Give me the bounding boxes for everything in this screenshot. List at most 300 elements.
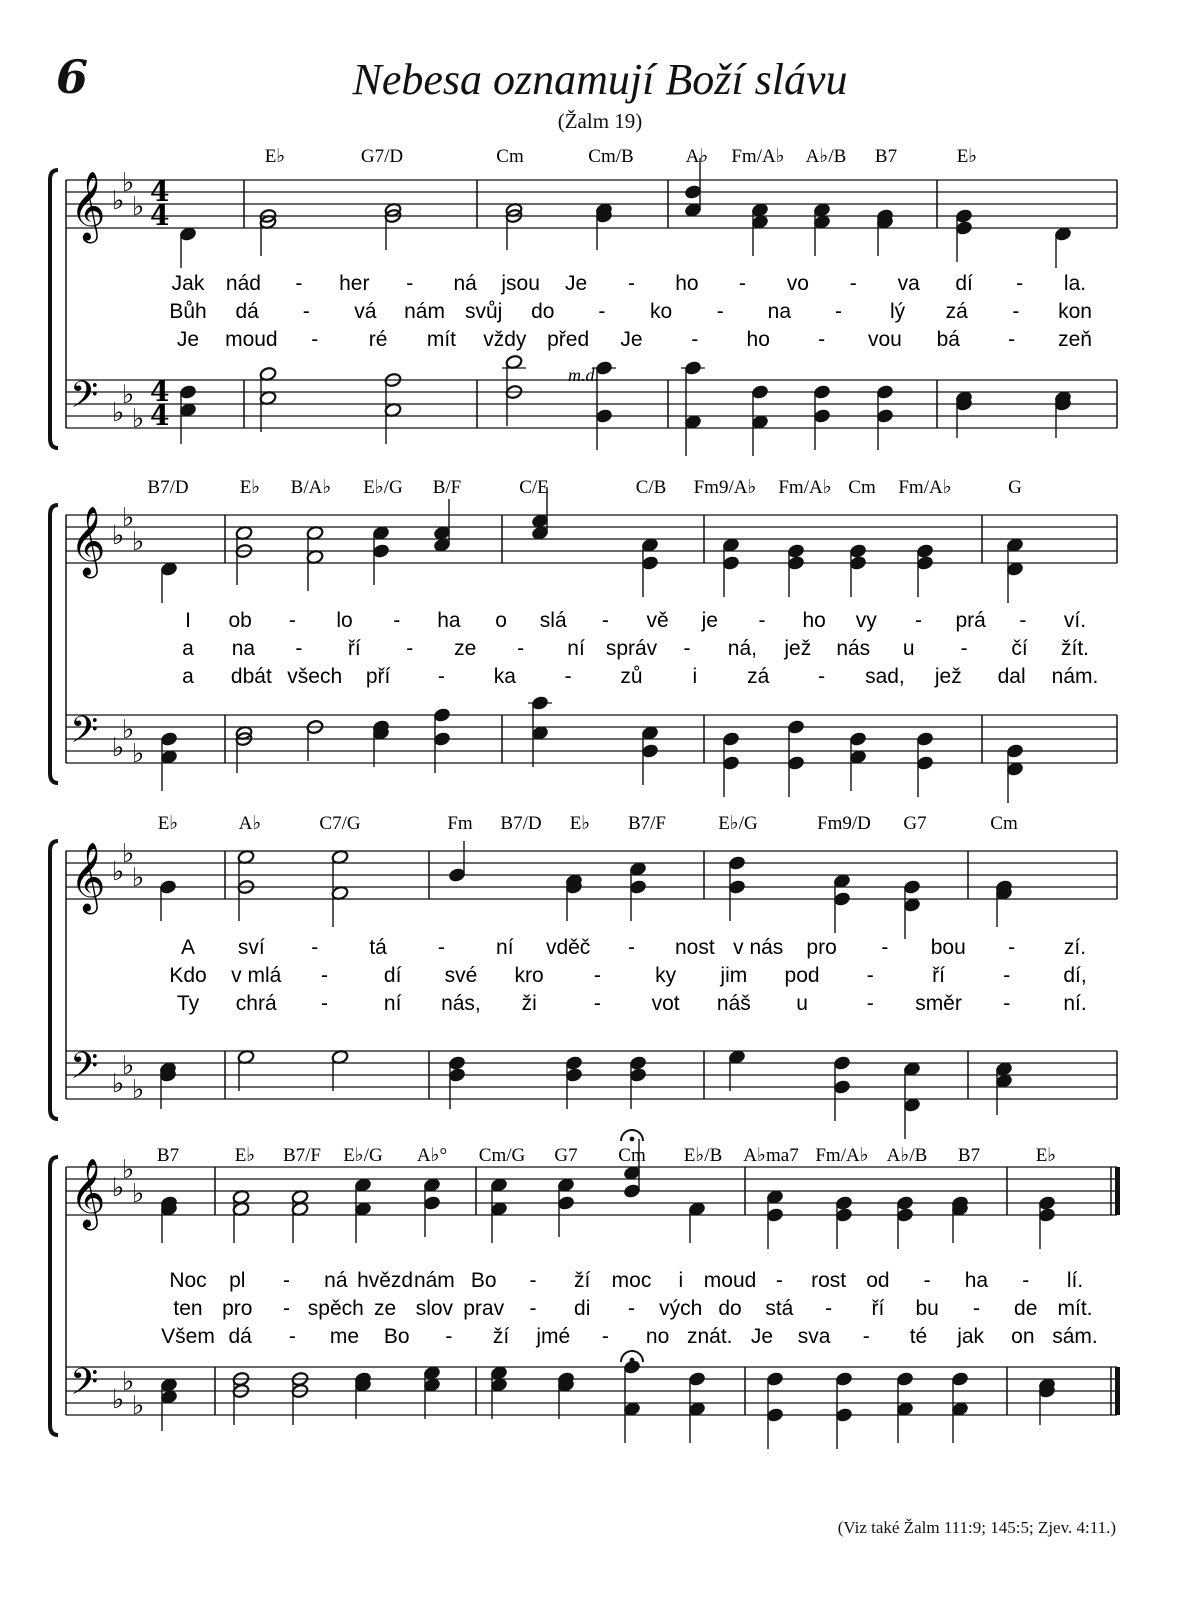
lyric-syllable: jim — [720, 964, 748, 987]
note-head — [916, 543, 934, 558]
time-signature: 4 — [150, 399, 170, 432]
chord-symbol: Fm9/A♭ — [693, 477, 757, 498]
lyric-syllable: vě — [646, 609, 669, 632]
lyric-syllable: rost — [811, 1269, 847, 1292]
lyric-syllable: žít. — [1060, 637, 1090, 660]
lyric-syllable: a — [182, 665, 194, 688]
lyric-syllable: Jak — [171, 272, 205, 295]
note-head — [629, 1067, 647, 1082]
flat-sign: ♭ — [112, 186, 125, 216]
chord-symbol: E♭ — [264, 146, 286, 167]
note-head — [160, 731, 178, 746]
lyric-syllable: jež — [934, 665, 962, 688]
lyric-syllable: pl — [229, 1269, 246, 1292]
note-head — [849, 731, 867, 746]
note-head — [787, 555, 805, 570]
syllable-hyphen: - — [834, 300, 842, 323]
chord-symbol: C7/G — [319, 813, 361, 834]
lyric-syllable: dí, — [1063, 964, 1087, 987]
lyric-syllable: sad, — [865, 665, 905, 688]
note-head — [423, 1195, 441, 1210]
note-head — [955, 220, 973, 235]
syllable-hyphen: - — [320, 964, 328, 987]
treble-staff — [66, 487, 1117, 603]
music-system — [50, 146, 1092, 448]
lyric-syllable: vo — [786, 272, 809, 295]
fermata-dot — [630, 1358, 635, 1363]
lyric-syllable: dí — [383, 964, 402, 987]
lyric-syllable: vou — [867, 328, 902, 351]
syllable-hyphen: - — [818, 328, 826, 351]
syllable-hyphen: - — [628, 936, 635, 959]
lyric-syllable: pro — [222, 1297, 253, 1320]
song-title: Nebesa oznamují Boží slávu — [352, 55, 848, 104]
note-head — [448, 1067, 466, 1082]
flat-sign: ♭ — [132, 1179, 145, 1209]
flat-sign: ♭ — [132, 527, 145, 557]
syllable-hyphen: - — [825, 1297, 833, 1320]
syllable-hyphen: - — [1012, 300, 1020, 323]
note-head — [179, 384, 197, 399]
syllable-hyphen: - — [960, 637, 968, 660]
lyric-syllable: a — [182, 637, 194, 660]
lyric-syllable: ze — [454, 637, 477, 660]
lyric-syllable: spěch — [307, 1297, 364, 1320]
system-bracket — [50, 170, 58, 448]
lyric-syllable: bu — [915, 1297, 939, 1320]
flat-sign: ♭ — [132, 192, 145, 222]
note-head — [629, 879, 647, 894]
syllable-hyphen: - — [818, 665, 826, 688]
syllable-hyphen: - — [1008, 328, 1016, 351]
lyric-syllable: dbát — [230, 665, 272, 688]
syllable-hyphen: - — [601, 609, 609, 632]
chord-symbol: A♭ma7 — [743, 1145, 799, 1166]
chord-symbol: E♭/G — [363, 477, 403, 498]
lyric-syllable: ní — [383, 992, 402, 1015]
lyric-syllable: A — [180, 936, 196, 959]
lyric-syllable: ka — [493, 665, 516, 688]
lyric-syllable: Je — [176, 328, 200, 351]
lyric-syllable: zá — [945, 300, 968, 323]
note-head — [916, 731, 934, 746]
syllable-hyphen: - — [849, 272, 857, 295]
lyric-syllable: la. — [1063, 272, 1087, 295]
note-head — [623, 1183, 641, 1198]
time-signature: 4 — [150, 375, 170, 408]
lyric-syllable: ří — [871, 1297, 885, 1320]
lyric-syllable: na — [767, 300, 792, 323]
lyric-syllable: bou — [930, 936, 966, 959]
lyric-syllable: ží — [574, 1269, 591, 1292]
flat-sign: ♭ — [122, 1051, 135, 1081]
chord-symbol: Fm/A♭ — [778, 477, 832, 498]
lyric-syllable: va — [897, 272, 920, 295]
syllable-hyphen: - — [295, 637, 303, 660]
note-head — [751, 384, 769, 399]
syllable-hyphen: - — [295, 272, 303, 295]
note-head — [835, 1371, 853, 1386]
lyric-syllable: vy — [855, 609, 877, 632]
system-bracket — [50, 841, 58, 1119]
syllable-hyphen: - — [529, 1269, 537, 1292]
lyric-syllable: zeň — [1058, 328, 1092, 351]
lyric-syllable: nám — [413, 1269, 455, 1292]
note-head — [159, 879, 177, 894]
lyric-syllable: vá — [354, 300, 377, 323]
lyric-syllable: náš — [716, 992, 751, 1015]
syllable-hyphen: - — [529, 1297, 537, 1320]
syllable-hyphen: - — [738, 272, 746, 295]
note-head — [951, 1371, 969, 1386]
lyric-syllable: ten — [173, 1297, 203, 1320]
lyric-syllable: u — [902, 637, 915, 660]
lyric-syllable: nám — [404, 300, 445, 323]
chord-symbol: E♭/B — [683, 1145, 723, 1166]
syllable-hyphen: - — [866, 964, 874, 987]
chord-symbol: E♭ — [956, 146, 978, 167]
note-head — [372, 543, 390, 558]
lyric-syllable: ní — [567, 637, 585, 660]
lyric-syllable: ho — [675, 272, 699, 295]
system-bracket — [50, 505, 58, 783]
lyric-syllable: i — [678, 1269, 684, 1292]
flat-sign: ♭ — [112, 1173, 125, 1203]
lyric-syllable: Ty — [176, 992, 200, 1015]
note-head — [433, 707, 451, 722]
lyric-syllable: bá — [936, 328, 960, 351]
lyric-syllable: vděč — [545, 936, 591, 959]
chord-symbol: B/F — [432, 477, 462, 498]
lyric-syllable: lý — [890, 300, 906, 323]
syllable-hyphen: - — [564, 665, 572, 688]
note-head — [896, 1207, 914, 1222]
final-barline-thick — [1115, 1367, 1120, 1415]
chord-symbol: Cm/G — [478, 1145, 526, 1166]
note-head — [448, 1055, 466, 1070]
lyric-syllable: me — [329, 1325, 360, 1348]
lyric-syllable: zá — [747, 665, 770, 688]
syllable-hyphen: - — [716, 300, 724, 323]
flat-sign: ♭ — [112, 398, 125, 428]
syllable-hyphen: - — [311, 328, 319, 351]
syllable-hyphen: - — [517, 637, 525, 660]
lyric-syllable: ži — [521, 992, 537, 1015]
chord-symbol: Cm — [848, 477, 876, 498]
lyric-syllable: ha — [437, 609, 461, 632]
song-subtitle: (Žalm 19) — [557, 109, 643, 133]
chord-symbol: A♭ — [238, 813, 262, 834]
note-head — [833, 891, 851, 906]
lyric-syllable: sám. — [1052, 1325, 1098, 1348]
chord-symbol: E♭/G — [343, 1145, 383, 1166]
note-head — [595, 408, 613, 423]
syllable-hyphen: - — [923, 1269, 931, 1292]
syllable-hyphen: - — [320, 992, 328, 1015]
lyric-syllable: dal — [997, 665, 1026, 688]
lyric-syllable: jsou — [501, 272, 540, 295]
time-signature: 4 — [150, 175, 170, 208]
syllable-hyphen: - — [445, 1325, 453, 1348]
chord-symbol: Cm — [496, 146, 524, 167]
lyric-syllable: ho — [802, 609, 826, 632]
flat-sign: ♭ — [122, 1367, 135, 1397]
chord-symbol: A♭/B — [886, 1145, 928, 1166]
lyric-syllable: pro — [806, 936, 837, 959]
syllable-hyphen: - — [302, 300, 310, 323]
chord-symbol: C/E — [519, 477, 549, 498]
lyric-syllable: di — [574, 1297, 591, 1320]
lyric-syllable: nost — [675, 936, 715, 959]
note-head — [1038, 1207, 1056, 1222]
lyric-syllable: ho — [746, 328, 770, 351]
note-head — [688, 1371, 706, 1386]
flat-sign: ♭ — [132, 1075, 145, 1105]
system-bracket — [50, 1157, 58, 1435]
note-head — [835, 1407, 853, 1422]
note-head — [813, 408, 831, 423]
note-head — [641, 555, 659, 570]
song-number: 6 — [56, 50, 89, 104]
lyric-syllable: Bo — [383, 1325, 410, 1348]
bass-staff — [66, 695, 1117, 803]
lyric-syllable: stá — [765, 1297, 794, 1320]
lyric-syllable: her — [339, 272, 370, 295]
chord-symbol: B7/F — [627, 813, 667, 834]
flat-sign: ♭ — [112, 521, 125, 551]
note-head — [896, 1371, 914, 1386]
lyric-syllable: ří — [932, 964, 945, 987]
lyric-syllable: té — [909, 1325, 928, 1348]
chord-symbol: Fm — [447, 813, 473, 834]
syllable-hyphen: - — [628, 1297, 635, 1320]
lyric-syllable: pod — [784, 964, 820, 987]
chord-symbol: Fm/A♭ — [731, 146, 785, 167]
flat-sign: ♭ — [132, 863, 145, 893]
lyric-syllable: lo — [336, 609, 353, 632]
note-head — [728, 879, 746, 894]
bass-clef: 𝄢 — [70, 709, 99, 760]
syllable-hyphen: - — [393, 609, 401, 632]
lyric-syllable: Bůh — [169, 300, 207, 323]
syllable-hyphen: - — [683, 637, 691, 660]
lyric-syllable: prav — [463, 1297, 505, 1320]
bass-clef: 𝄢 — [70, 374, 99, 425]
lyric-syllable: nás, — [441, 992, 481, 1015]
chord-symbol: E♭ — [239, 477, 261, 498]
note-head — [565, 1067, 583, 1082]
chord-symbol: B7 — [874, 146, 898, 167]
flat-sign: ♭ — [112, 1385, 125, 1415]
lyric-syllable: v mlá — [231, 964, 282, 987]
note-head — [833, 1079, 851, 1094]
chord-symbol: E♭ — [234, 1145, 256, 1166]
lyric-syllable: jmé — [536, 1325, 571, 1348]
lyric-syllable: de — [1014, 1297, 1038, 1320]
flat-sign: ♭ — [122, 839, 135, 869]
syllable-hyphen: - — [1003, 964, 1011, 987]
flat-sign: ♭ — [132, 404, 145, 434]
note-head — [1006, 743, 1024, 758]
footnote: (Viz také Žalm 111:9; 145:5; Zjev. 4:11.) — [837, 1518, 1116, 1537]
lyric-syllable: ní. — [1063, 992, 1087, 1015]
lyric-syllable: vot — [651, 992, 680, 1015]
treble-staff — [66, 158, 1117, 268]
syllable-hyphen: - — [1003, 992, 1011, 1015]
lyric-syllable: ná — [324, 1269, 348, 1292]
chord-symbol: A♭ — [685, 146, 709, 167]
syllable-hyphen: - — [881, 936, 889, 959]
lyric-syllable: jak — [957, 1325, 985, 1348]
lyric-syllable: své — [444, 964, 478, 987]
syllable-hyphen: - — [691, 328, 699, 351]
lyric-syllable: dá — [235, 300, 259, 323]
lyric-syllable: moud — [703, 1269, 757, 1292]
lyric-syllable: na — [231, 637, 256, 660]
lyric-syllable: před — [547, 328, 590, 351]
syllable-hyphen: - — [593, 964, 601, 987]
treble-clef: 𝄞 — [70, 506, 106, 576]
lyric-syllable: lí. — [1066, 1269, 1084, 1292]
chord-symbol: B7/D — [500, 813, 542, 834]
syllable-hyphen: - — [598, 300, 606, 323]
flat-sign: ♭ — [112, 1069, 125, 1099]
chord-symbol: G7 — [554, 1145, 578, 1166]
lyric-syllable: sví — [237, 936, 265, 959]
lyric-syllable: i — [692, 665, 698, 688]
syllable-hyphen: - — [593, 992, 601, 1015]
flat-sign: ♭ — [122, 715, 135, 745]
note-head — [684, 184, 702, 199]
syllable-hyphen: - — [288, 1325, 296, 1348]
syllable-hyphen: - — [1022, 1269, 1030, 1292]
lyric-syllable: směr — [915, 992, 962, 1015]
note-head — [766, 1407, 784, 1422]
lyric-syllable: o — [495, 609, 507, 632]
lyric-syllable: čí — [1011, 637, 1028, 660]
syllable-hyphen: - — [601, 1325, 609, 1348]
chord-symbol: Fm/A♭ — [898, 477, 952, 498]
chord-symbol: B7 — [957, 1145, 981, 1166]
lyric-syllable: moc — [611, 1269, 652, 1292]
chord-symbol: E♭ — [569, 813, 591, 834]
syllable-hyphen: - — [1016, 272, 1024, 295]
lyric-syllable: chrá — [235, 992, 277, 1015]
lyric-syllable: vých — [659, 1297, 703, 1320]
lyric-syllable: kon — [1058, 300, 1092, 323]
note-head — [722, 731, 740, 746]
syllable-hyphen: - — [628, 272, 635, 295]
syllable-hyphen: - — [311, 936, 319, 959]
lyric-syllable: nás — [836, 637, 871, 660]
lyric-syllable: prá — [955, 609, 986, 632]
bass-marking: m.d. — [568, 365, 599, 385]
flat-sign: ♭ — [122, 1155, 135, 1185]
syllable-hyphen: - — [866, 992, 874, 1015]
lyric-syllable: ob — [228, 609, 252, 632]
chord-symbol: B7/D — [147, 477, 189, 498]
treble-clef: 𝄞 — [70, 842, 106, 912]
treble-clef: 𝄞 — [70, 1158, 106, 1228]
bass-staff — [66, 1359, 1120, 1449]
fermata-dot — [630, 1137, 635, 1142]
chord-symbol: G — [1008, 477, 1022, 498]
lyric-syllable: zů — [620, 665, 643, 688]
lyric-syllable: do — [718, 1297, 742, 1320]
note-head — [641, 743, 659, 758]
lyric-syllable: ko — [649, 300, 673, 323]
lyric-syllable: dí — [955, 272, 973, 295]
note-head — [916, 555, 934, 570]
note-head — [876, 408, 894, 423]
note-head — [722, 555, 740, 570]
note-head — [813, 384, 831, 399]
flat-sign: ♭ — [132, 739, 145, 769]
note-head — [835, 1195, 853, 1210]
chord-symbol: E♭ — [157, 813, 179, 834]
lyric-syllable: kro — [514, 964, 544, 987]
chord-symbol: E♭/G — [718, 813, 758, 834]
lyric-syllable: Všem — [161, 1325, 215, 1348]
chord-symbol: C/B — [635, 477, 667, 498]
lyric-syllable: pří — [365, 665, 391, 688]
syllable-hyphen: - — [1008, 936, 1016, 959]
note-head — [728, 855, 746, 870]
lyric-syllable: moud — [225, 328, 278, 351]
lyric-syllable: ří — [347, 637, 361, 660]
lyric-syllable: nád — [225, 272, 261, 295]
lyric-syllable: svůj — [464, 300, 503, 323]
note-head — [787, 543, 805, 558]
treble-staff — [66, 839, 1117, 939]
lyric-syllable: Je — [564, 272, 588, 295]
bass-staff — [66, 1045, 1117, 1139]
syllable-hyphen: - — [862, 1325, 870, 1348]
note-head — [557, 1195, 575, 1210]
lyric-syllable: ky — [655, 964, 677, 987]
note-head — [433, 731, 451, 746]
lyric-syllable: on — [1011, 1325, 1035, 1348]
chord-symbol: A♭° — [416, 1145, 448, 1166]
syllable-hyphen: - — [972, 1297, 980, 1320]
lyric-syllable: tá — [369, 936, 387, 959]
flat-sign: ♭ — [122, 168, 135, 198]
note-head — [849, 543, 867, 558]
lyric-syllable: v nás — [733, 936, 784, 959]
lyric-syllable: od — [866, 1269, 890, 1292]
chord-symbol: Cm/B — [588, 146, 634, 167]
lyric-syllable: slá — [539, 609, 567, 632]
flat-sign: ♭ — [122, 380, 135, 410]
lyric-syllable: ží — [492, 1325, 510, 1348]
music-system — [50, 477, 1098, 783]
chord-symbol: Cm — [990, 813, 1018, 834]
syllable-hyphen: - — [283, 1269, 291, 1292]
flat-sign: ♭ — [132, 1391, 145, 1421]
chord-symbol: Fm/A♭ — [815, 1145, 869, 1166]
flat-sign: ♭ — [122, 503, 135, 533]
lyric-syllable: ná — [453, 272, 477, 295]
flat-sign: ♭ — [112, 857, 125, 887]
note-head — [722, 755, 740, 770]
lyric-syllable: sva — [797, 1325, 831, 1348]
lyric-syllable: vždy — [483, 328, 527, 351]
syllable-hyphen: - — [406, 637, 414, 660]
chord-symbol: Fm9/D — [817, 813, 871, 834]
note-head — [448, 867, 466, 882]
lyric-syllable: nám. — [1051, 665, 1099, 688]
chord-symbol: B7/F — [282, 1145, 322, 1166]
